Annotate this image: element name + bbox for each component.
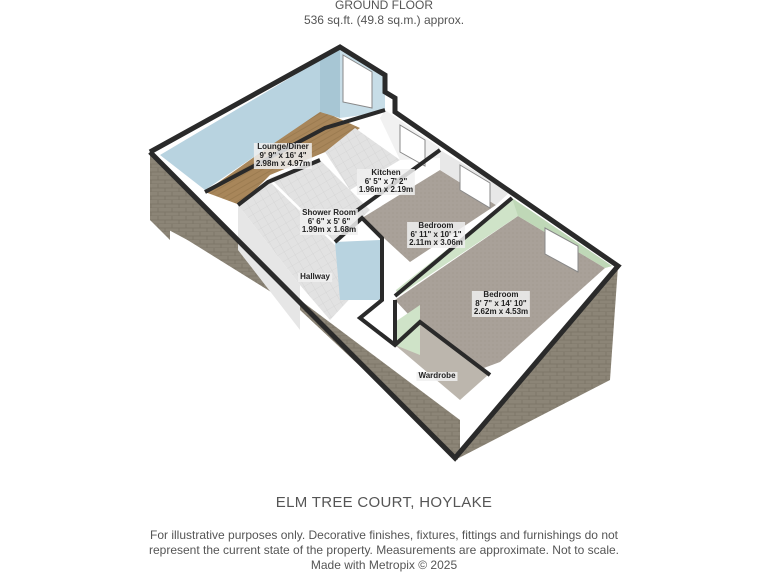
room-size-imperial: 6' 6" x 5' 6" — [307, 216, 351, 226]
room-size-metric: 2.98m x 4.97m — [255, 159, 311, 168]
room-label-hallway — [298, 273, 332, 282]
room-label-wardrobe — [416, 372, 457, 381]
room-label-lounge — [254, 143, 312, 169]
disclaimer-credit: Made with Metropix © 2025 — [310, 558, 458, 572]
room-name: Lounge/Diner — [257, 142, 309, 151]
disclaimer — [0, 528, 768, 573]
disclaimer-line-2: represent the current state of the property. Measurements are approximate. Not to scale. — [148, 543, 619, 557]
room-size-metric: 2.11m x 3.06m — [409, 238, 463, 247]
room-size-imperial: 6' 5" x 7' 2" — [364, 176, 408, 186]
room-name: Bedroom — [418, 221, 454, 230]
disclaimer-line-1: For illustrative purposes only. Decorative finishes, fixtures, fittings and furnishings do not — [150, 528, 618, 542]
room-size-imperial: 9' 9" x 16' 4" — [259, 150, 307, 160]
room-size-metric: 1.96m x 2.19m — [358, 185, 414, 194]
room-size-imperial: 8' 7" x 14' 10" — [475, 298, 527, 308]
room-name: Hallway — [300, 272, 330, 281]
floor-name: GROUND FLOOR — [334, 0, 433, 12]
room-label-bedroom-large — [472, 291, 530, 317]
room-label-bedroom-small — [407, 222, 465, 248]
room-size-metric: 2.62m x 4.53m — [473, 307, 529, 316]
shower-wall — [335, 240, 380, 300]
room-size-imperial: 6' 11" x 10' 1" — [410, 229, 462, 239]
room-name: Wardrobe — [418, 371, 456, 380]
room-name: Bedroom — [483, 290, 519, 299]
property-title: ELM TREE COURT, HOYLAKE — [275, 494, 493, 511]
room-label-kitchen — [357, 169, 415, 195]
room-name: Shower Room — [302, 208, 356, 217]
room-label-shower — [300, 209, 358, 235]
room-name: Kitchen — [371, 168, 401, 177]
room-size-metric: 1.99m x 1.68m — [301, 225, 357, 234]
floor-area: 536 sq.ft. (49.8 sq.m.) approx. — [303, 13, 465, 27]
